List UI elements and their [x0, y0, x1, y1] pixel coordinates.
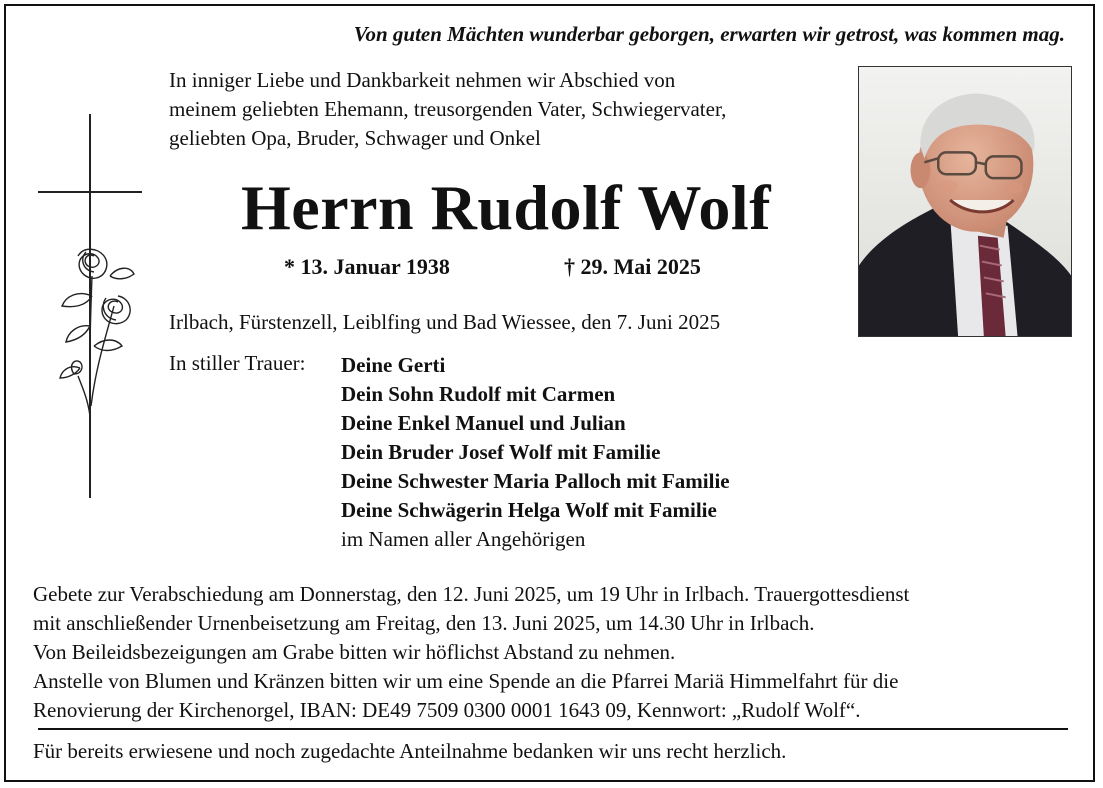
mourner: Deine Schwägerin Helga Wolf mit Familie [341, 498, 717, 522]
mourner: Deine Gerti [341, 353, 446, 377]
birth-date: * 13. Januar 1938 [284, 254, 450, 279]
intro-text [169, 66, 849, 153]
divider-line [38, 728, 1068, 730]
notes-line: Gebete zur Verabschiedung am Donnerstag, den 12. Juni 2025, um 19 Uhr in Irlbach. Trauergottesdienst [33, 582, 910, 606]
mourning-label: In stiller Trauer: [169, 351, 306, 375]
notes-line: Von Beileidsbezeigungen am Grabe bitten wir höflichst Abstand zu nehmen. [33, 640, 676, 664]
notes-line: Renovierung der Kirchenorgel, IBAN: DE49 7509 0300 0001 1643 09, Kennwort: „Rudolf Wolf“. [33, 698, 861, 722]
cross-with-roses-icon [34, 106, 144, 498]
intro-line: meinem geliebten Ehemann, treusorgenden Vater, Schwiegervater, [169, 97, 727, 121]
thanks-note: Für bereits erwiesene und noch zugedachte Anteilnahme bedanken wir uns recht herzlich. [33, 739, 787, 763]
notes-line: mit anschließender Urnenbeisetzung am Freitag, den 13. Juni 2025, um 14.30 Uhr in Irlbach. [33, 611, 815, 635]
deceased-name: Herrn Rudolf Wolf [241, 172, 771, 243]
place-and-date: Irlbach, Fürstenzell, Leiblfing und Bad Wiessee, den 7. Juni 2025 [169, 310, 721, 334]
mourner: Deine Schwester Maria Palloch mit Familie [341, 469, 730, 493]
mourners-list [341, 351, 730, 554]
intro-line: geliebten Opa, Bruder, Schwager und Onkel [169, 126, 541, 150]
motto-quote: Von guten Mächten wunderbar geborgen, erwarten wir getrost, was kommen mag. [353, 22, 1065, 46]
notes-line: Anstelle von Blumen und Kränzen bitten wir um eine Spende an die Pfarrei Mariä Himmelfahrt für die [33, 669, 899, 693]
obituary-notice [4, 4, 1095, 782]
intro-line: In inniger Liebe und Dankbarkeit nehmen wir Abschied von [169, 68, 676, 92]
all-relatives-line: im Namen aller Angehörigen [341, 527, 586, 551]
death-date: † 29. Mai 2025 [564, 254, 701, 279]
mourner: Deine Enkel Manuel und Julian [341, 411, 626, 435]
mourner: Dein Sohn Rudolf mit Carmen [341, 382, 616, 406]
mourner: Dein Bruder Josef Wolf mit Familie [341, 440, 661, 464]
service-information [33, 580, 1083, 725]
portrait-photo [858, 66, 1072, 337]
